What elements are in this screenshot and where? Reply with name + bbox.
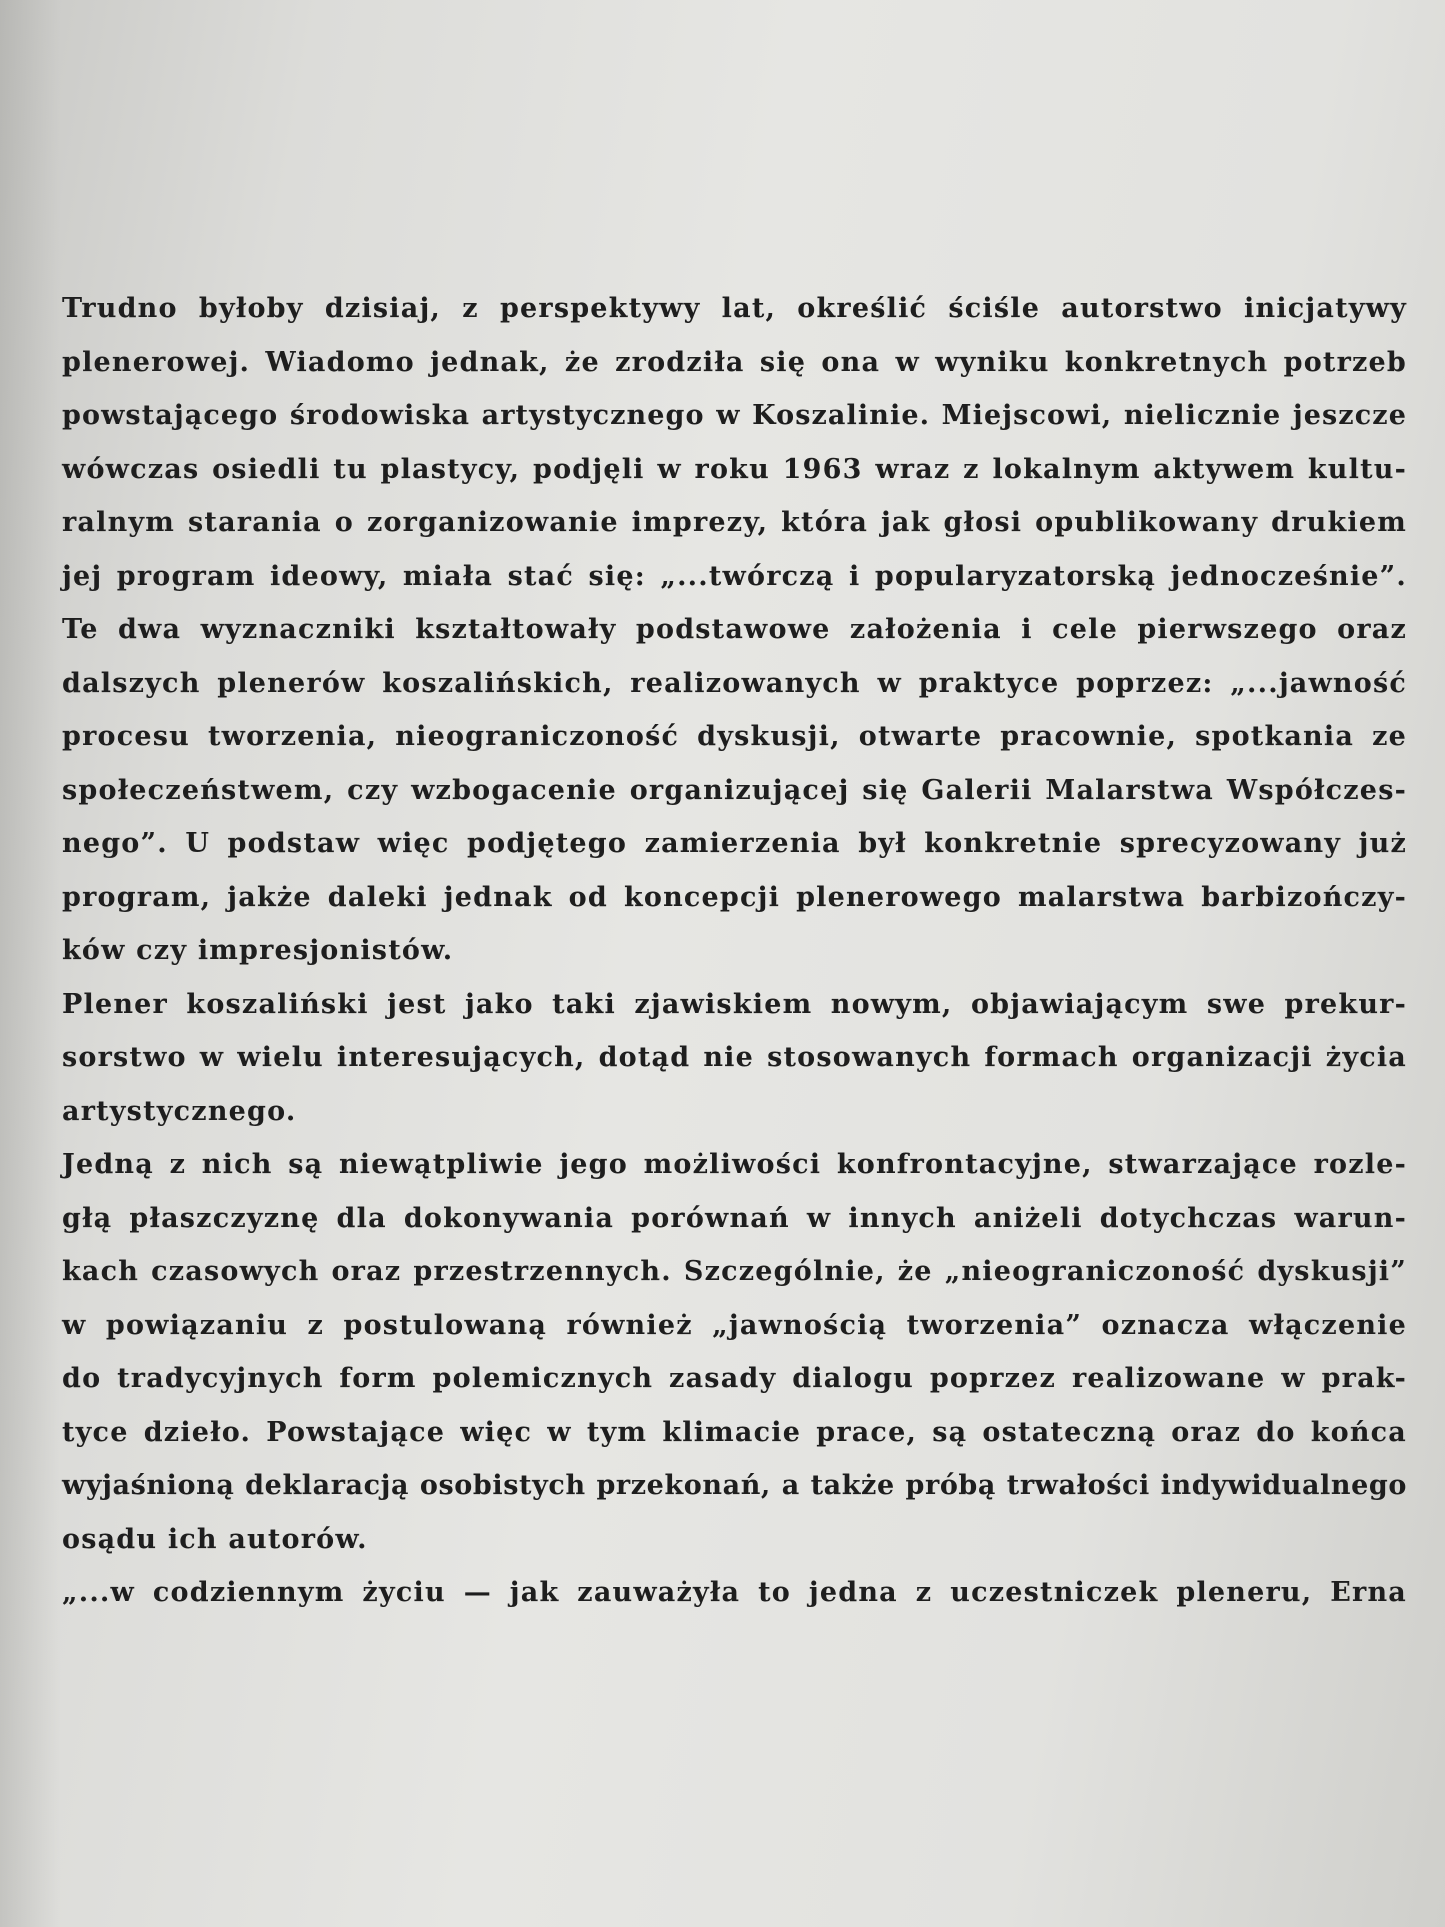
paragraph-4 <box>62 1566 1407 1620</box>
text-line: powstającego środowiska artystycznego w Koszalinie. Miejscowi, nielicznie jeszcze <box>62 400 1407 431</box>
text-line: ków czy impresjonistów. <box>62 935 454 966</box>
text-line: Jedną z nich są niewątpliwie jego możliwości konfrontacyjne, stwarzające rozle- <box>62 1149 1407 1180</box>
text-line: tyce dzieło. Powstające więc w tym klimacie prace, są ostateczną oraz do końca <box>62 1416 1407 1448</box>
text-line: głą płaszczyznę dla dokonywania porównań w innych aniżeli dotychczas warun- <box>62 1202 1407 1234</box>
text-line: artystycznego. <box>62 1095 297 1127</box>
page-shadow <box>0 0 60 1927</box>
text-line: Te dwa wyznaczniki kształtowały podstawowe założenia i cele pierwszego oraz <box>62 614 1407 645</box>
text-line: wyjaśnioną deklaracją osobistych przekonań, a także próbą trwałości indywidualnego <box>62 1470 1407 1501</box>
text-line: ralnym starania o zorganizowanie imprezy, która jak głosi opublikowany drukiem <box>62 507 1407 538</box>
text-line: kach czasowych oraz przestrzennych. Szczególnie, że „nieograniczoność dyskusji” <box>62 1256 1407 1287</box>
paragraph-1 <box>62 282 1407 978</box>
text-line: program, jakże daleki jednak od koncepcji plenerowego malarstwa barbizończy- <box>62 881 1407 913</box>
text-line: osądu ich autorów. <box>62 1523 368 1555</box>
text-line: Trudno byłoby dzisiaj, z perspektywy lat, określić ściśle autorstwo inicjatywy <box>62 293 1407 324</box>
text-line: społeczeństwem, czy wzbogacenie organizującej się Galerii Malarstwa Współczes- <box>62 774 1407 806</box>
text-line: dalszych plenerów koszalińskich, realizowanych w praktyce poprzez: „...jawność <box>62 667 1407 699</box>
text-line: „...w codziennym życiu — jak zauważyła to jedna z uczestniczek pleneru, Erna <box>62 1577 1407 1608</box>
text-line: procesu tworzenia, nieograniczoność dyskusji, otwarte pracownie, spotkania ze <box>62 721 1407 752</box>
text-line: do tradycyjnych form polemicznych zasady dialogu poprzez realizowane w prak- <box>62 1363 1407 1394</box>
text-line: Plener koszaliński jest jako taki zjawiskiem nowym, objawiającym swe prekur- <box>62 988 1407 1020</box>
paragraph-2 <box>62 978 1407 1139</box>
text-line: plenerowej. Wiadomo jednak, że zrodziła się ona w wyniku konkretnych potrzeb <box>62 346 1407 378</box>
paragraph-3 <box>62 1138 1407 1566</box>
text-line: w powiązaniu z postulowaną również „jawnością tworzenia” oznacza włączenie <box>62 1309 1407 1341</box>
text-line: jej program ideowy, miała stać się: „...twórczą i popularyzatorską jednocześnie”. <box>62 560 1407 592</box>
text-line: nego”. U podstaw więc podjętego zamierzenia był konkretnie sprecyzowany już <box>62 828 1407 859</box>
body-text <box>62 282 1407 1620</box>
text-line: sorstwo w wielu interesujących, dotąd nie stosowanych formach organizacji życia <box>62 1042 1407 1073</box>
text-line: wówczas osiedli tu plastycy, podjęli w roku 1963 wraz z lokalnym aktywem kultu- <box>62 453 1407 485</box>
